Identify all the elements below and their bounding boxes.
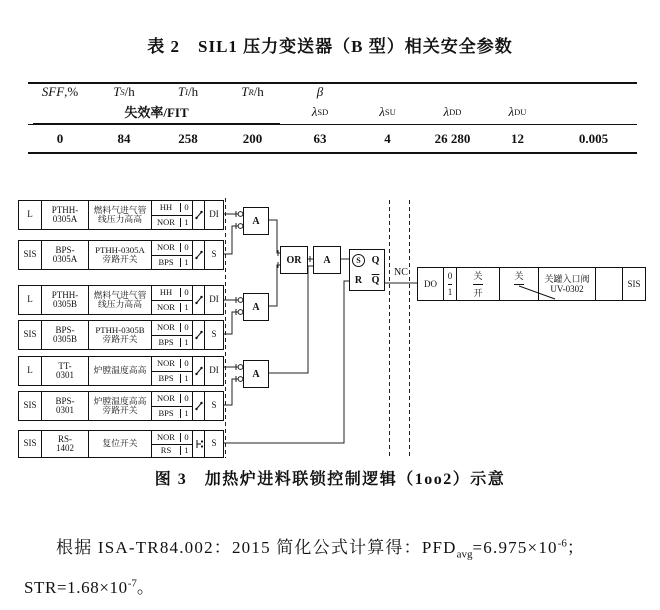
value-beta: 0.005	[578, 130, 609, 146]
value-sff: 63	[313, 130, 327, 146]
tag-label: PTHH- 0305B	[42, 286, 89, 314]
description: 炉膛温度高高 旁路开关	[89, 392, 152, 420]
description: 复位开关	[89, 431, 152, 457]
do-output-box	[417, 267, 646, 301]
input-row-bps-0305b	[18, 320, 224, 350]
fail-position-cell: 关	[500, 268, 539, 300]
tag-label: PTHH- 0305A	[42, 201, 89, 229]
value-lambda-dd: 258	[178, 130, 198, 146]
set-input-label: S	[352, 254, 365, 267]
col-header-lambda-du: λ DU	[508, 104, 527, 119]
value-ti: 26 280	[434, 130, 471, 146]
changeover-switch-icon	[193, 241, 205, 269]
q-output-label: Q	[371, 254, 380, 266]
description: 燃料气进气管 线压力高高	[89, 286, 152, 314]
and-gate-main: A	[313, 246, 341, 274]
col-header-lambda-dd: λ DD	[443, 104, 462, 119]
sr-flipflop	[349, 249, 385, 291]
do-bit-states: 0 1	[444, 268, 457, 300]
value-lambda-sd: 0	[56, 130, 64, 146]
state-table: NOR 0 BPS 1	[152, 357, 193, 385]
tag-label: BPS- 0305B	[42, 321, 89, 349]
input-row-bps-0305a	[18, 240, 224, 270]
io-type-label: SIS	[19, 431, 42, 457]
changeover-switch-icon	[193, 321, 205, 349]
description: 炉膛温度高高	[89, 357, 152, 385]
do-actions: 关 开	[457, 268, 500, 300]
do-label: DO	[418, 268, 444, 300]
changeover-switch-icon	[193, 201, 205, 229]
table-title: 表 2 SIL1 压力变送器（B 型）相关安全参数	[147, 37, 513, 56]
description: PTHH-0305A 旁路开关	[89, 241, 152, 269]
value-tr: 12	[511, 130, 524, 146]
tag-label: TT- 0301	[42, 357, 89, 385]
io-type-label: L	[19, 201, 42, 229]
or-gate: OR	[280, 246, 308, 274]
description: 燃料气进气管 线压力高高	[89, 201, 152, 229]
tag-label: BPS- 0305A	[42, 241, 89, 269]
signal-type-label: S	[211, 400, 217, 411]
empty-cell	[596, 268, 623, 300]
io-type-label: L	[19, 357, 42, 385]
col-header-beta: β	[316, 84, 324, 99]
sis-system-label: SIS	[627, 279, 641, 289]
state-table: HH 0 NOR 1	[152, 286, 193, 314]
nc-contact-label: NC	[394, 267, 408, 278]
body-text-line2: $STR=1.68\times 10^{-7}$。	[24, 577, 155, 597]
col-header-lambda-su: λ SU	[379, 104, 396, 119]
input-row-tt-0301	[18, 356, 224, 386]
input-row-rs-1402	[18, 430, 224, 458]
qbar-output-label: $\overline{Q}$	[371, 274, 380, 286]
state-table: NOR 0 BPS 1	[152, 241, 193, 269]
figure-caption: 图 3 加热炉进料联锁控制逻辑（1oo2）示意	[154, 471, 506, 488]
value-lambda-su: 84	[117, 130, 131, 146]
body-text-line1: 根据 ISA-TR84.002：2015 简化公式计算得：$PFD_{avg}=6.975\times 10^{-6}$；	[56, 537, 586, 561]
signal-type-label: DI	[209, 294, 219, 305]
changeover-switch-icon	[193, 286, 205, 314]
state-table: NOR 0 BPS 1	[152, 321, 193, 349]
signal-type-label: DI	[209, 209, 219, 220]
value-ts: 4	[384, 130, 391, 146]
io-type-label: SIS	[19, 392, 42, 420]
col-header-lambda-sd: λ SD	[311, 104, 329, 119]
state-table: HH 0 NOR 1	[152, 201, 193, 229]
io-type-label: L	[19, 286, 42, 314]
table-group-header-cell	[28, 100, 285, 123]
and-gate-2: A	[243, 293, 269, 321]
tag-label: BPS- 0301	[42, 392, 89, 420]
io-type-label: SIS	[19, 241, 42, 269]
io-type-label: SIS	[19, 321, 42, 349]
safety-parameter-table	[28, 82, 637, 154]
signal-type-label: S	[211, 438, 217, 449]
col-header-sff: SFF ,%	[41, 84, 79, 99]
and-gate-3: A	[243, 360, 269, 388]
pushbutton-icon	[193, 431, 205, 457]
input-row-pthh-0305a	[18, 200, 224, 230]
reset-input-label: R	[354, 274, 363, 286]
value-lambda-du: 200	[242, 130, 263, 146]
changeover-switch-icon	[193, 392, 205, 420]
col-header-ts: T S /h	[113, 84, 135, 99]
failure-rate-header: 失效率/FIT	[33, 100, 280, 124]
final-element-label: 关罐入口阀 UV-0302	[539, 268, 596, 300]
changeover-switch-icon	[193, 357, 205, 385]
state-table: NOR 0 RS 1	[152, 431, 193, 457]
description: PTHH-0305B 旁路开关	[89, 321, 152, 349]
tag-label: RS- 1402	[42, 431, 89, 457]
input-row-pthh-0305b	[18, 285, 224, 315]
signal-type-label: DI	[209, 365, 219, 376]
signal-type-label: S	[211, 249, 217, 260]
and-gate-1: A	[243, 207, 269, 235]
state-table: NOR 0 BPS 1	[152, 392, 193, 420]
col-header-tr: T R /h	[241, 84, 264, 99]
input-row-bps-0301	[18, 391, 224, 421]
signal-type-label: S	[211, 329, 217, 340]
col-header-ti: T I /h	[177, 84, 199, 99]
